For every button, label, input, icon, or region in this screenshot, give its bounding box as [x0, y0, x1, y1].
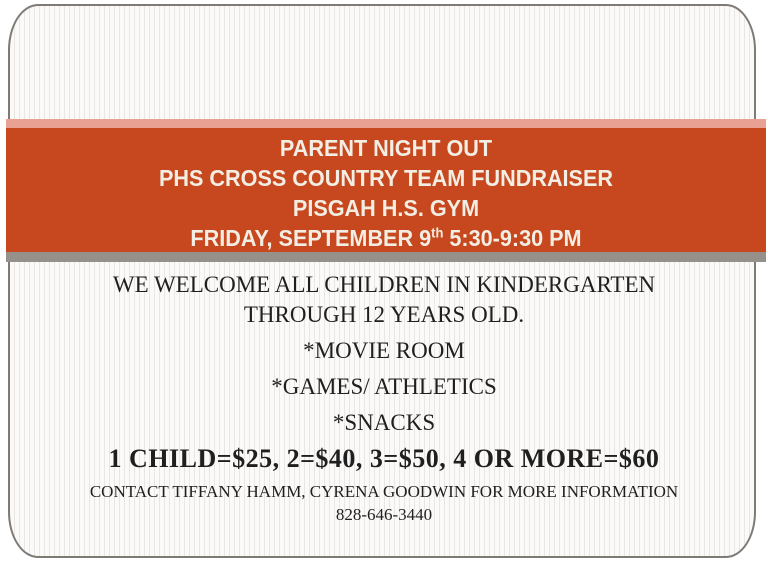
- banner-line-fundraiser: PHS CROSS COUNTRY TEAM FUNDRAISER: [158, 165, 614, 191]
- banner-line-datetime: [29, 223, 743, 253]
- banner-gray-strip: [6, 252, 766, 262]
- contact-text: CONTACT TIFFANY HAMM, CYRENA GOODWIN FOR MORE INFORMATION: [89, 482, 679, 501]
- banner-line-location: PISGAH H.S. GYM: [292, 195, 480, 221]
- welcome-line-2: THROUGH 12 YEARS OLD.: [243, 302, 525, 327]
- date-ordinal-superscript: th: [431, 225, 444, 241]
- pricing-text: 1 CHILD=$25, 2=$40, 3=$50, 4 OR MORE=$60: [108, 444, 660, 473]
- banner-line-event: PARENT NIGHT OUT: [279, 135, 493, 161]
- title-banner: [6, 119, 766, 262]
- phone-number: 828-646-3440: [335, 505, 433, 524]
- date-suffix: 5:30-9:30 PM: [443, 225, 582, 251]
- date-prefix: FRIDAY, SEPTEMBER 9: [190, 225, 432, 251]
- welcome-line-1: WE WELCOME ALL CHILDREN IN KINDERGARTEN: [112, 272, 656, 297]
- activity-list: [10, 333, 758, 441]
- banner-salmon-strip: [6, 119, 766, 128]
- activity-games-athletics: *GAMES/ ATHLETICS: [271, 374, 497, 399]
- banner-title-block: [6, 128, 766, 252]
- welcome-text: [10, 270, 758, 330]
- activity-snacks: *SNACKS: [332, 410, 436, 435]
- slide-body: [10, 270, 758, 526]
- activity-movie-room: *MOVIE ROOM: [303, 338, 465, 363]
